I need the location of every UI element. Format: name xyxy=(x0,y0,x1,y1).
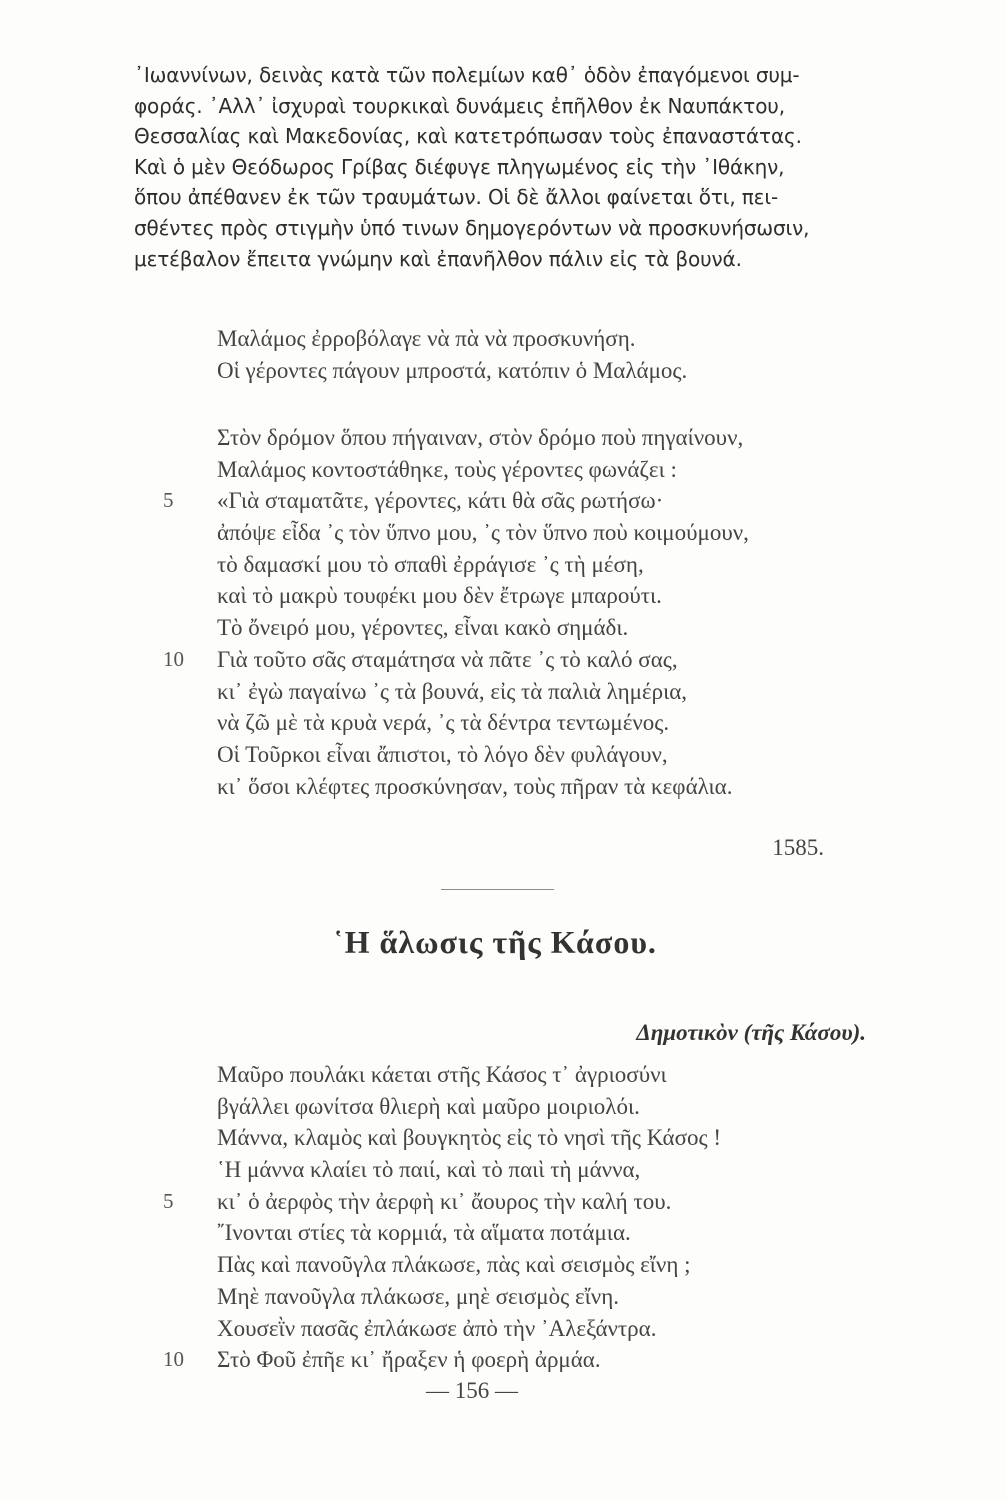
verse-line xyxy=(0,323,1006,355)
verse-text: ἀπόψε εἶδα ᾿ς τὸν ὕπνο μου, ᾿ς τὸν ὕπνο ποὺ κοιμούμουν, xyxy=(217,520,749,546)
verse-line xyxy=(0,612,1006,644)
verse-line xyxy=(0,422,1006,454)
poem1-intro xyxy=(0,323,1006,386)
prose-line: φοράς. ᾿Αλλ᾿ ἰσχυραὶ τουρκικαὶ δυνάμεις ἐπῆλθον ἐκ Ναυπάκτου, xyxy=(134,93,785,118)
page-number: — 156 — xyxy=(426,1378,518,1403)
verse-line xyxy=(0,1122,1006,1154)
verse-line xyxy=(0,739,1006,771)
line-number: 5 xyxy=(163,1188,174,1213)
verse-text: «Γιὰ σταματᾶτε, γέροντες, κάτι θὰ σᾶς ρωτήσω· xyxy=(217,488,664,514)
verse-text: Πὰς καὶ πανοῦγλα πλάκωσε, πὰς καὶ σεισμὸς εἴνη ; xyxy=(217,1252,691,1278)
verse-line xyxy=(0,1154,1006,1186)
prose-line: ᾿Ιωαννίνων, δεινὰς κατὰ τῶν πολεμίων καθ᾿ ὁδὸν ἐπαγόμενοι συμ- xyxy=(134,63,800,87)
verse-line xyxy=(0,1186,1006,1218)
section-divider xyxy=(441,889,554,890)
verse-text: κι᾿ ὅσοι κλέφτες προσκύνησαν, τοὺς πῆραν τὰ κεφάλια. xyxy=(217,773,733,799)
line-number: 5 xyxy=(163,488,174,513)
verse-text: Μαλάμος κοντοστάθηκε, τοὺς γέροντες φωνάζει : xyxy=(217,456,677,482)
verse-text: Μαῦρο πουλάκι κάεται στῆς Κάσος τ᾿ ἀγριοσύνι xyxy=(217,1062,667,1087)
verse-line xyxy=(0,549,1006,581)
line-number: 10 xyxy=(163,646,184,671)
verse-text: Γιὰ τοῦτο σᾶς σταμάτησα νὰ πᾶτε ᾿ς τὸ καλό σας, xyxy=(217,646,678,672)
verse-text: Οἱ γέροντες πάγουν μπροστά, κατόπιν ὁ Μαλάμος. xyxy=(217,357,688,383)
verse-line xyxy=(0,355,1006,387)
poem1 xyxy=(0,422,1006,802)
verse-line xyxy=(0,517,1006,549)
verse-text: Μαλάμος ἐρροβόλαγε νὰ πὰ νὰ προσκυνήση. xyxy=(217,326,636,351)
poem-date: 1585. xyxy=(772,835,824,860)
verse-line xyxy=(0,1313,1006,1345)
verse-line xyxy=(0,676,1006,708)
verse-text: Τὸ ὄνειρό μου, γέροντες, εἶναι κακὸ σημάδι. xyxy=(217,615,629,641)
prose-paragraph xyxy=(134,60,904,274)
poem-title: ῾Η ἅλωσις τῆς Κάσου. xyxy=(333,924,657,960)
prose-line: μετέβαλον ἔπειτα γνώμην καὶ ἐπανῆλθον πάλιν εἰς τὰ βουνά. xyxy=(134,246,742,271)
poem-subtitle: Δημοτικὸν (τῆς Κάσου). xyxy=(636,1020,866,1045)
line-number: 10 xyxy=(163,1347,184,1372)
prose-line: σθέντες πρὸς στιγμὴν ὑπό τινων δημογερόντων νὰ προσκυνήσωσιν, xyxy=(134,215,810,240)
verse-line xyxy=(0,1091,1006,1123)
verse-text: κι᾿ ἐγὼ παγαίνω ᾿ς τὰ βουνά, εἰς τὰ παλιὰ λημέρια, xyxy=(217,678,688,704)
verse-line xyxy=(0,1059,1006,1091)
verse-text: Μηὲ πανοῦγλα πλάκωσε, μηὲ σεισμὸς εἴνη. xyxy=(217,1283,619,1309)
verse-text: Χουσεῒν πασᾶς ἐπλάκωσε ἀπὸ τὴν ᾿Αλεξάντρα. xyxy=(217,1315,657,1341)
verse-text: ῾Η μάννα κλαίει τὸ παιί, καὶ τὸ παιὶ τὴ μάννα, xyxy=(217,1157,641,1183)
prose-line: Θεσσαλίας καὶ Μακεδονίας, καὶ κατετρόπωσαν τοὺς ἐπαναστάτας. xyxy=(134,124,802,149)
verse-text: τὸ δαμασκί μου τὸ σπαθὶ ἐρράγισε ᾿ς τὴ μέση, xyxy=(217,551,644,577)
verse-text: Στὸ Φοῦ ἐπῆε κι᾿ ἤραξεν ἡ φοερὴ ἀρμάα. xyxy=(217,1347,601,1373)
verse-text: Στὸν δρόμον ὅπου πήγαιναν, στὸν δρόμο ποὺ πηγαίνουν, xyxy=(217,425,744,450)
verse-line xyxy=(0,1344,1006,1376)
verse-text: νὰ ζῶ μὲ τὰ κρυὰ νερά, ᾿ς τὰ δέντρα τεντωμένος. xyxy=(217,710,670,736)
verse-line xyxy=(0,580,1006,612)
verse-text: κι᾿ ὁ ἀερφὸς τὴν ἀερφὴ κι᾿ ἄουρος τὴν καλή του. xyxy=(217,1188,672,1214)
verse-line xyxy=(0,485,1006,517)
verse-text: Μάννα, κλαμὸς καὶ βουγκητὸς εἰς τὸ νησὶ τῆς Κάσος ! xyxy=(217,1125,721,1151)
verse-text: Οἱ Τοῦρκοι εἶναι ἄπιστοι, τὸ λόγο δὲν φυλάγουν, xyxy=(217,741,668,767)
verse-line xyxy=(0,454,1006,486)
verse-line xyxy=(0,707,1006,739)
verse-text: βγάλλει φωνίτσα θλιερὴ καὶ μαῦρο μοιριολόι. xyxy=(217,1093,640,1119)
verse-line xyxy=(0,771,1006,803)
poem2 xyxy=(0,1059,1006,1376)
verse-line xyxy=(0,644,1006,676)
verse-line xyxy=(0,1217,1006,1249)
verse-line xyxy=(0,1281,1006,1313)
prose-line: ὅπου ἀπέθανεν ἐκ τῶν τραυμάτων. Οἱ δὲ ἄλλοι φαίνεται ὅτι, πει- xyxy=(134,185,779,210)
verse-line xyxy=(0,1249,1006,1281)
verse-text: καὶ τὸ μακρὺ τουφέκι μου δὲν ἔτρωγε μπαρούτι. xyxy=(217,583,662,609)
prose-line: Καὶ ὁ μὲν Θεόδωρος Γρίβας διέφυγε πληγωμένος εἰς τὴν ᾿Ιθάκην, xyxy=(134,154,785,179)
verse-text: ῎Ινονται στίες τὰ κορμιά, τὰ αἵματα ποτάμια. xyxy=(217,1220,631,1246)
